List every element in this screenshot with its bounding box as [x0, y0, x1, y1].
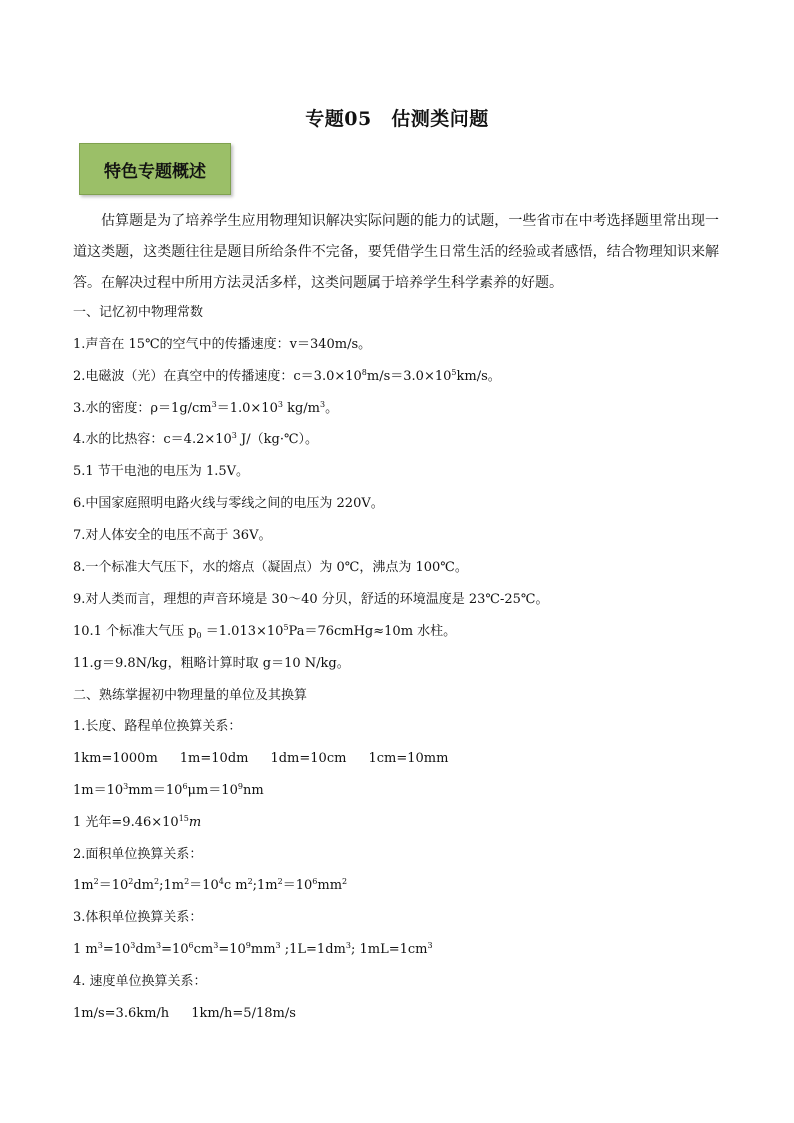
unit-line-volume: 1 $m^3=10^3dm^3=10^6cm^3=10^9mm^3$ $;1L=1dm^3$; $1mL=1cm^3$ — [73, 941, 433, 957]
section-badge — [79, 143, 231, 195]
section-heading-units: 二、熟练掌握初中物理量的单位及其换算 — [73, 688, 308, 703]
constant-item-10: 10.1 个标准大气压 $p_0$ $=1.013\times 10^5Pa=76cmHg\approx 10m$ 水柱。 — [73, 623, 457, 640]
constant-item-6: 6.中国家庭照明电路火线与零线之间的电压为 220V。 — [73, 496, 384, 511]
constant-item-9: 9.对人类而言，理想的声音环境是 30～40 分贝，舒适的环境温度是 23℃-25℃。 — [73, 592, 549, 607]
unit-line-light-year: 1 光年$=9.46\times 10^{15}m$ — [73, 814, 202, 830]
constant-item-11: 11.g＝9.8N/kg，粗略计算时取 g＝10 N/kg。 — [73, 656, 350, 671]
constant-item-2: 2.电磁波（光）在真空中的传播速度：$c=3.0\times 10^8m/s=3.0\times 10^5km/s$。 — [73, 368, 501, 384]
unit-line-length-1: 1km=1000m 1m=10dm 1dm=10cm 1cm=10mm — [73, 751, 449, 766]
unit-heading-area: 2.面积单位换算关系： — [73, 847, 203, 862]
unit-heading-length: 1.长度、路程单位换算关系： — [73, 719, 242, 734]
unit-line-speed: 1m/s=3.6km/h 1km/h=5/18m/s — [73, 1006, 296, 1021]
constant-item-1: 1.声音在 15℃的空气中的传播速度：v＝340m/s。 — [73, 337, 372, 352]
constant-item-5: 5.1 节干电池的电压为 1.5V。 — [73, 464, 250, 479]
intro-paragraph: 估算题是为了培养学生应用物理知识解决实际问题的能力的试题，一些省市在中考选择题里常出现一道这类题，这类题往往是题目所给条件不完备，要凭借学生日常生活的经验或者感悟，结合物理知识来解答。在解决过程中所用方法灵活多样，这类问题属于培养学生科学素养的好题。 — [73, 213, 719, 291]
constant-item-3: 3.水的密度：$\rho=1g/cm^3=1.0\times 10^3$ $kg/m^3$。 — [73, 400, 339, 416]
constant-item-7: 7.对人体安全的电压不高于 36V。 — [73, 528, 272, 543]
unit-line-length-2: $1m=10^3mm=10^6\mu m=10^9nm$ — [73, 782, 264, 798]
constant-item-4: 4.水的比热容：$c=4.2\times 10^3$ J/（kg·℃）。 — [73, 431, 318, 447]
unit-heading-speed: 4. 速度单位换算关系： — [73, 974, 207, 989]
section-heading-constants: 一、记忆初中物理常数 — [73, 305, 204, 320]
unit-heading-volume: 3.体积单位换算关系： — [73, 910, 203, 925]
page-title: 专题05 估测类问题 — [305, 108, 489, 130]
constant-item-8: 8.一个标准大气压下，水的熔点（凝固点）为 0℃，沸点为 100℃。 — [73, 560, 468, 575]
unit-line-area: $1m^2=10^2dm^2;1m^2=10^4c$ $m^2;1m^2=10^6mm^2$ — [73, 877, 348, 893]
section-badge-label: 特色专题概述 — [104, 161, 206, 182]
